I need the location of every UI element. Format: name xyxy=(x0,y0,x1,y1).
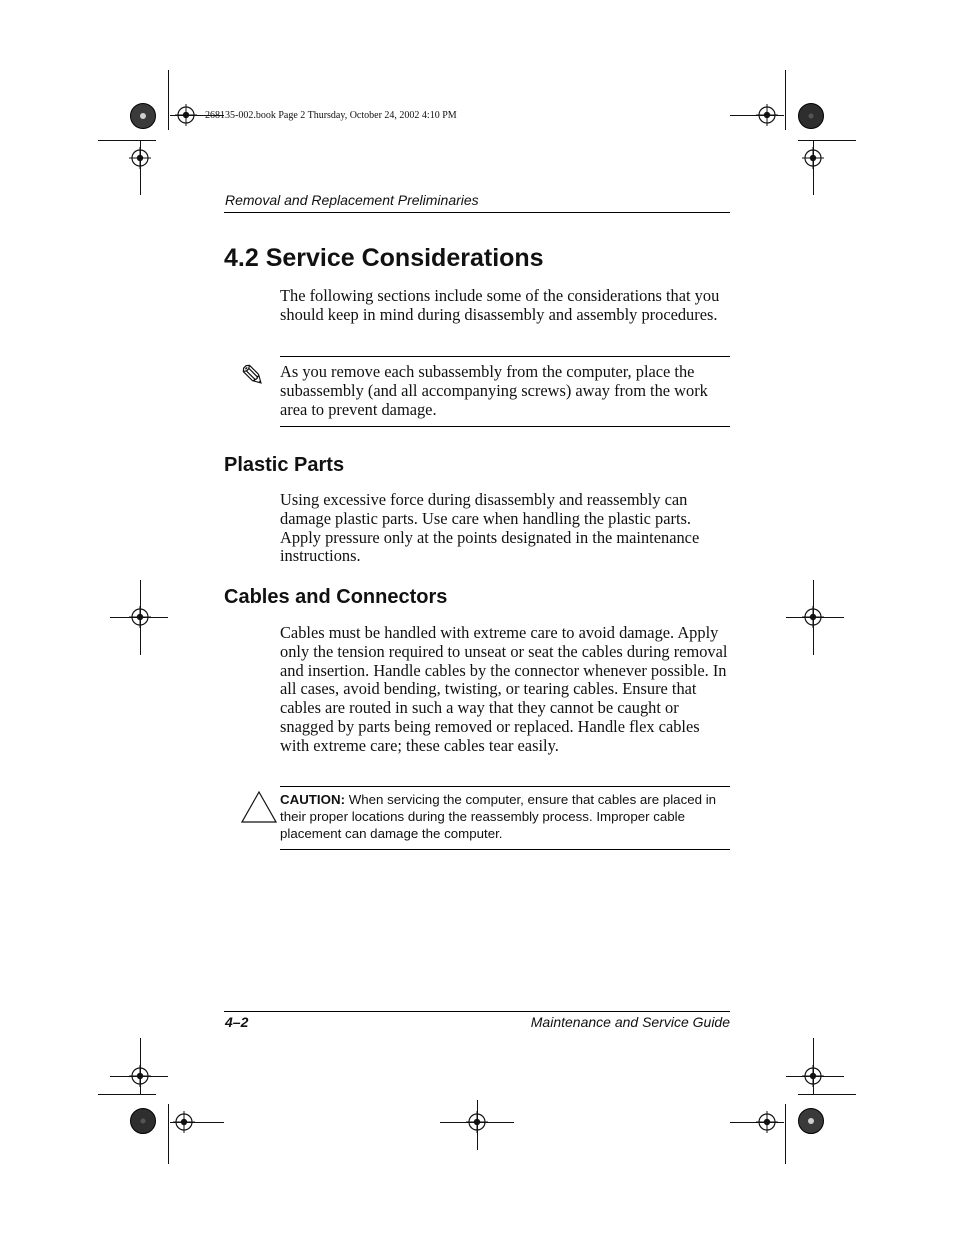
caution-triangle-icon xyxy=(241,791,277,823)
running-head: Removal and Replacement Preliminaries xyxy=(225,192,479,208)
caution-text xyxy=(280,791,730,842)
caution-top-rule xyxy=(280,786,730,787)
registration-target-icon xyxy=(802,147,824,169)
note-top-rule xyxy=(280,356,730,357)
crop-mark xyxy=(798,140,856,141)
header-rule xyxy=(224,212,730,213)
plastic-parts-heading: Plastic Parts xyxy=(224,454,345,476)
pencil-note-icon: ✎ xyxy=(240,359,266,394)
crop-mark xyxy=(785,70,786,130)
registration-target-icon xyxy=(802,1065,824,1087)
plastic-parts-text: Using excessive force during disassembly and reassembly can damage plastic parts. Use care when handling the plastic parts. Apply pressure only at the points designated in the maintenance instructions. xyxy=(280,490,700,566)
registration-target-icon xyxy=(129,147,151,169)
registration-target-icon xyxy=(175,104,197,126)
crop-mark xyxy=(798,1094,856,1095)
star-target-icon xyxy=(130,103,156,129)
caution-label: CAUTION: xyxy=(280,792,345,807)
registration-target-icon xyxy=(129,606,151,628)
registration-target-icon xyxy=(466,1111,488,1133)
star-target-icon xyxy=(798,103,824,129)
caution-body: When servicing the computer, ensure that cables are placed in their proper locations during the reassembly process. Improper cable placement can damage the computer. xyxy=(280,792,717,841)
star-target-icon xyxy=(130,1108,156,1134)
cables-heading: Cables and Connectors xyxy=(224,586,448,608)
crop-mark xyxy=(168,70,169,130)
registration-target-icon xyxy=(756,1111,778,1133)
caution-bottom-rule xyxy=(280,849,730,850)
registration-target-icon xyxy=(802,606,824,628)
crop-mark xyxy=(785,1104,786,1164)
star-target-icon xyxy=(798,1108,824,1134)
section-intro: The following sections include some of the considerations that you should keep in mind during disassembly and assembly procedures. xyxy=(280,286,720,324)
crop-mark xyxy=(98,140,156,141)
cables-text: Cables must be handled with extreme care to avoid damage. Apply only the tension required to unseat or seat the cables during removal and insertion. Handle cables by the connector whenever possible. In all cases, avoid bending, twisting, or tearing cables. Ensure that cables are routed in such a way that they cannot be caught or snagged by parts being removed or replaced. Handle flex cables with extreme care; these cables tear easily. xyxy=(280,623,728,755)
note-text: As you remove each subassembly from the computer, place the subassembly (and all accompanying screws) away from the work area to prevent damage. xyxy=(280,362,708,419)
section-title: 4.2 Service Considerations xyxy=(224,244,544,272)
page-number: 4–2 xyxy=(225,1014,249,1030)
guide-title: Maintenance and Service Guide xyxy=(530,1014,730,1030)
printer-info: 268135-002.book Page 2 Thursday, October 24, 2002 4:10 PM xyxy=(205,110,457,121)
registration-target-icon xyxy=(173,1111,195,1133)
registration-target-icon xyxy=(129,1065,151,1087)
crop-mark xyxy=(98,1094,156,1095)
crop-mark xyxy=(168,1104,169,1164)
note-bottom-rule xyxy=(280,426,730,427)
footer-rule xyxy=(224,1011,730,1012)
registration-target-icon xyxy=(756,104,778,126)
